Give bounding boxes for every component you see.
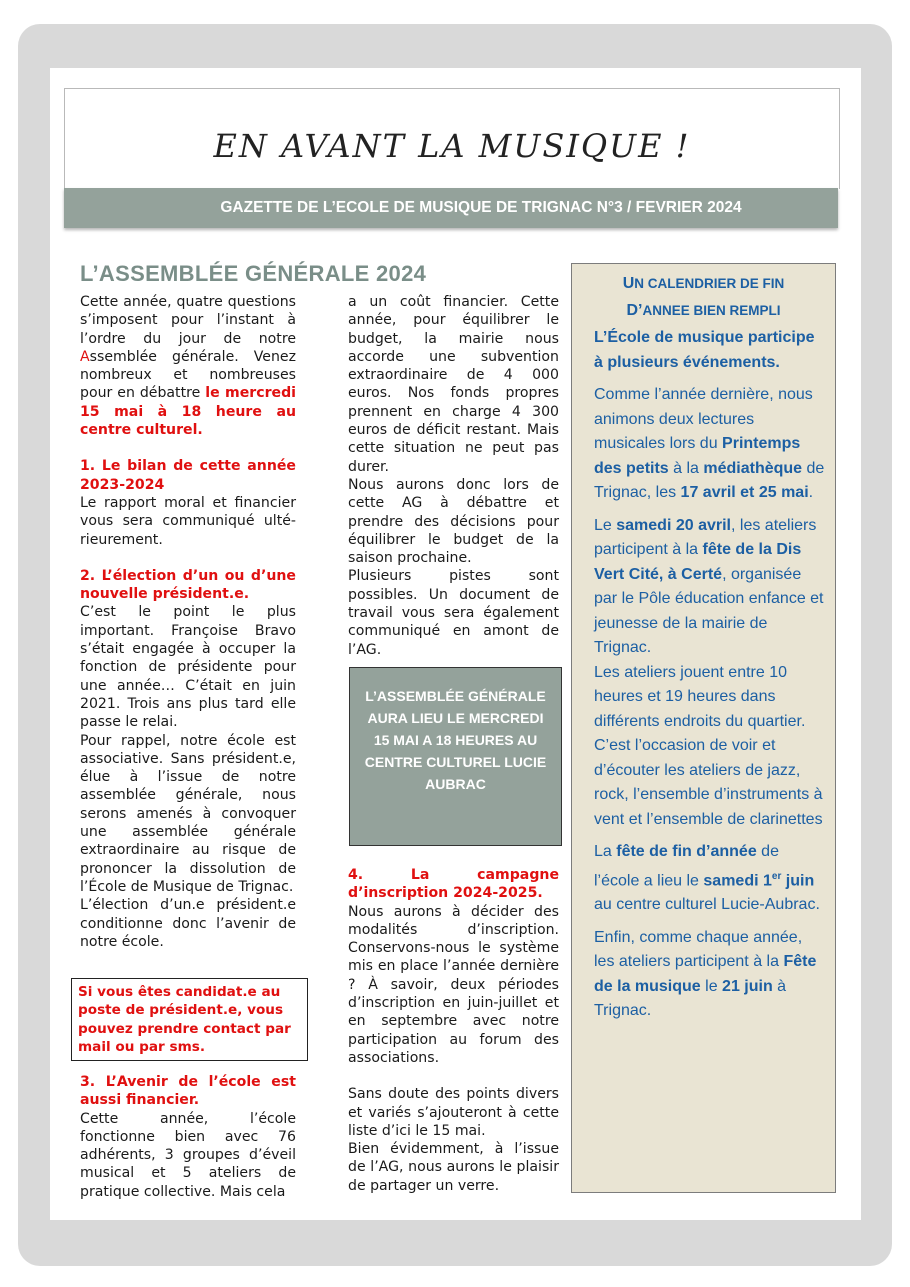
section-2-text-3: L’élection d’un.e président.e conditionne donc l’avenir de notre école. xyxy=(80,897,296,950)
calendar-sidebar xyxy=(571,263,836,1193)
section-4-text-1: Nous aurons à décider des modalités d’inscription. Conservons-nous le système mis en place l’année dernière ? À savoir, deux périodes d’inscription en juin-juillet et en septembre avec notre participation au forum des associations. xyxy=(348,903,559,1066)
section-3-text-2: a un coût financier. Cette année, pour équilibrer le budget, la mairie nous accorde une subvention extraordinaire de 4 000 euros. Nos fonds propres prennent en charge 4 300 euros de déficit restant. Mais cette situation ne peut pas durer. xyxy=(348,294,559,475)
column-left xyxy=(80,293,296,951)
ag-callout: L’ASSEMBLÉE GÉNÉRALE AURA LIEU LE MERCREDI 15 MAI A 18 HEURES AU CENTRE CULTUREL LUCIE AUBRAC xyxy=(349,667,562,846)
column-middle-bottom xyxy=(348,866,559,1195)
sidebar-lead: L’École de musique participe à plusieurs événements. xyxy=(594,329,815,371)
section-3-title: 3. L’Avenir de l’école est aussi financier. xyxy=(80,1074,296,1109)
column-left-bottom xyxy=(80,1073,296,1201)
intro-ag-text: ssemblée générale xyxy=(89,348,235,365)
intro-paragraph xyxy=(80,293,296,439)
gazette-subtitle: GAZETTE DE L’ECOLE DE MUSIQUE DE TRIGNAC N°3 / FEVRIER 2024 xyxy=(220,199,742,216)
article-heading: L’ASSEMBLÉE GÉNÉRALE 2024 xyxy=(80,261,427,286)
sidebar-paragraph-4: Enfin, comme chaque année, les ateliers participent à la Fête de la musique le 21 juin à Trignac. xyxy=(594,928,817,1020)
sidebar-paragraph-1: Comme l’année dernière, nous animons deux lectures musicales lors du Printemps des petits à la médiathèque de Trignac, les 17 avril et 25 mai. xyxy=(594,386,825,501)
section-4-text-2: Sans doute des points divers et variés s’ajouteront à cette liste d’ici le 15 mai. xyxy=(348,1086,559,1139)
section-1-text: Le rapport moral et financier vous sera communiqué ulté- rieurement. xyxy=(80,494,296,548)
subtitle-bar xyxy=(64,188,838,228)
gazette-title: EN AVANT LA MUSIQUE ! xyxy=(213,127,691,165)
intro-a-letter: A xyxy=(80,348,90,365)
section-3-text-3: Nous aurons donc lors de cette AG à débattre et prendre des décisions pour équilibrer le budget de la saison prochaine. xyxy=(348,476,559,567)
candidate-box: Si vous êtes candidat.e au poste de président.e, vous pouvez prendre contact par mail ou par sms. xyxy=(71,978,308,1061)
section-3-text-4: Plusieurs pistes sont possibles. Un document de travail vous sera également communiqué en amont de l’AG. xyxy=(348,568,559,658)
sidebar-body xyxy=(594,326,826,1032)
intro-text-2: . Venez nombreux et nombreuses pour en débattre xyxy=(80,348,296,402)
section-4-title: 4. La campagne d’inscription 2024-2025. xyxy=(348,867,559,902)
intro-text: Cette année, quatre questions s’imposent pour l’instant à l’ordre du jour de notre xyxy=(80,294,296,347)
section-3-text-1: Cette année, l’école fonctionne bien avec 76 adhérents, 3 groupes d’éveil musical et 5 ateliers de pratique collective. Mais cela xyxy=(80,1110,296,1200)
intro-date: le mercredi 15 mai à 18 heure au centre culturel. xyxy=(80,385,297,439)
section-2-title: 2. L’élection d’un ou d’une nouvelle président.e. xyxy=(80,567,296,603)
sidebar-paragraph-2: Le samedi 20 avril, les ateliers participent à la fête de la Dis Vert Cité, à Certé, organisée par le Pôle éducation enfance et jeunesse de la mairie de Trignac. xyxy=(594,516,824,656)
section-2-text-2: Pour rappel, notre école est associative. Sans président.e, élue à l’issue de notre assemblée générale, nous serons amenés à convoquer une assemblée générale extraordinaire au risque de prononcer la dissolution de l’École de Musique de Trignac. xyxy=(80,732,296,895)
section-2-text-1: C’est le point le plus important. Françoise Bravo s’était engagée à occuper la fonction de présidente pour une année… C’était en juin 2021. Trois ans plus tard elle passe le relai. xyxy=(80,604,296,731)
column-middle xyxy=(348,293,559,659)
sidebar-paragraph-3: La fête de fin d’année de l’école a lieu le samedi 1er juin au centre culturel Lucie-Aubrac. xyxy=(594,843,820,914)
section-4-text-3: Bien évidemment, à l’issue de l’AG, nous aurons le plaisir de partager un verre. xyxy=(348,1141,559,1194)
title-box xyxy=(64,88,840,189)
sidebar-title: UN CALENDRIER DE FIN D’ANNEE BIEN REMPLI xyxy=(622,275,785,319)
section-1-title: 1. Le bilan de cette année 2023-2024 xyxy=(80,458,296,493)
sidebar-paragraph-2b: Les ateliers jouent entre 10 heures et 19 heures dans différents endroits du quartier. C’est l’occasion de voir et d’écouter les ateliers de jazz, rock, l’ensemble d’instruments à vent et l’ensemble de clarinettes xyxy=(594,663,823,828)
